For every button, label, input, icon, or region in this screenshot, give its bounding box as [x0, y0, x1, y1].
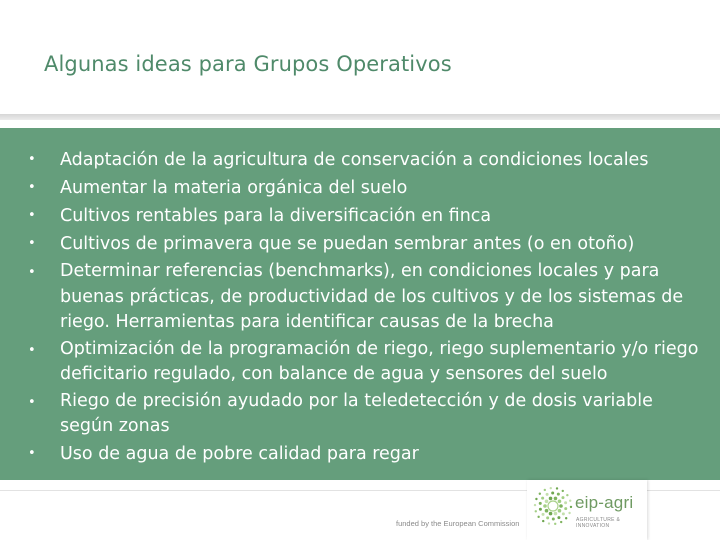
- eip-agri-sunburst-logo-icon: [533, 486, 573, 526]
- logo-text: eip-agri: [575, 493, 634, 512]
- bullet-text: Uso de agua de pobre calidad para regar: [60, 443, 419, 464]
- bullet-text: Cultivos rentables para la diversificación en finca: [60, 206, 492, 226]
- bullet-text: Optimización de la programación de riego, riego suplementario y/o riego deficitario regulado, con balance de agua y sensores del suelo: [60, 338, 699, 384]
- bullet-text: Determinar referencias (benchmarks), en condiciones locales y para buenas prácticas, de productividad de los cultivos y de los sistemas de riego. Herramientas para identificar causas de la brecha: [60, 261, 684, 332]
- bullet-dot: •: [28, 394, 36, 410]
- bullet-item: [20, 389, 700, 440]
- eip-agri-logo: [527, 480, 647, 540]
- bullet-dot: •: [28, 265, 36, 280]
- bullet-text: Aumentar la materia orgánica del suelo: [60, 178, 408, 198]
- bullet-dot: •: [28, 208, 36, 223]
- bullet-item: [20, 230, 700, 258]
- bullet-item: [20, 259, 700, 336]
- logo-subtext: AGRICULTURE & INNOVATION: [576, 517, 621, 529]
- title-divider: [0, 114, 720, 120]
- bullet-item: [20, 174, 700, 202]
- bullet-list: [20, 146, 700, 468]
- bullet-dot: •: [28, 342, 36, 358]
- bullet-text: Riego de precisión ayudado por la teledetección y de dosis variable según zonas: [60, 390, 653, 436]
- bullet-text: Cultivos de primavera que se puedan sembrar antes (o en otoño): [60, 234, 635, 254]
- bullet-item: [20, 146, 700, 174]
- bullet-item: [20, 337, 700, 388]
- bullet-text: Adaptación de la agricultura de conservación a condiciones locales: [60, 150, 649, 170]
- bullet-dot: •: [28, 445, 36, 461]
- bullet-dot: •: [28, 152, 36, 167]
- bullet-item: [20, 202, 700, 230]
- funded-by-text: funded by the European Commission: [396, 519, 520, 528]
- slide-title: Algunas ideas para Grupos Operativos: [44, 52, 452, 76]
- bullet-item: [20, 440, 700, 468]
- bullet-dot: •: [28, 180, 36, 195]
- bullet-dot: •: [28, 236, 36, 251]
